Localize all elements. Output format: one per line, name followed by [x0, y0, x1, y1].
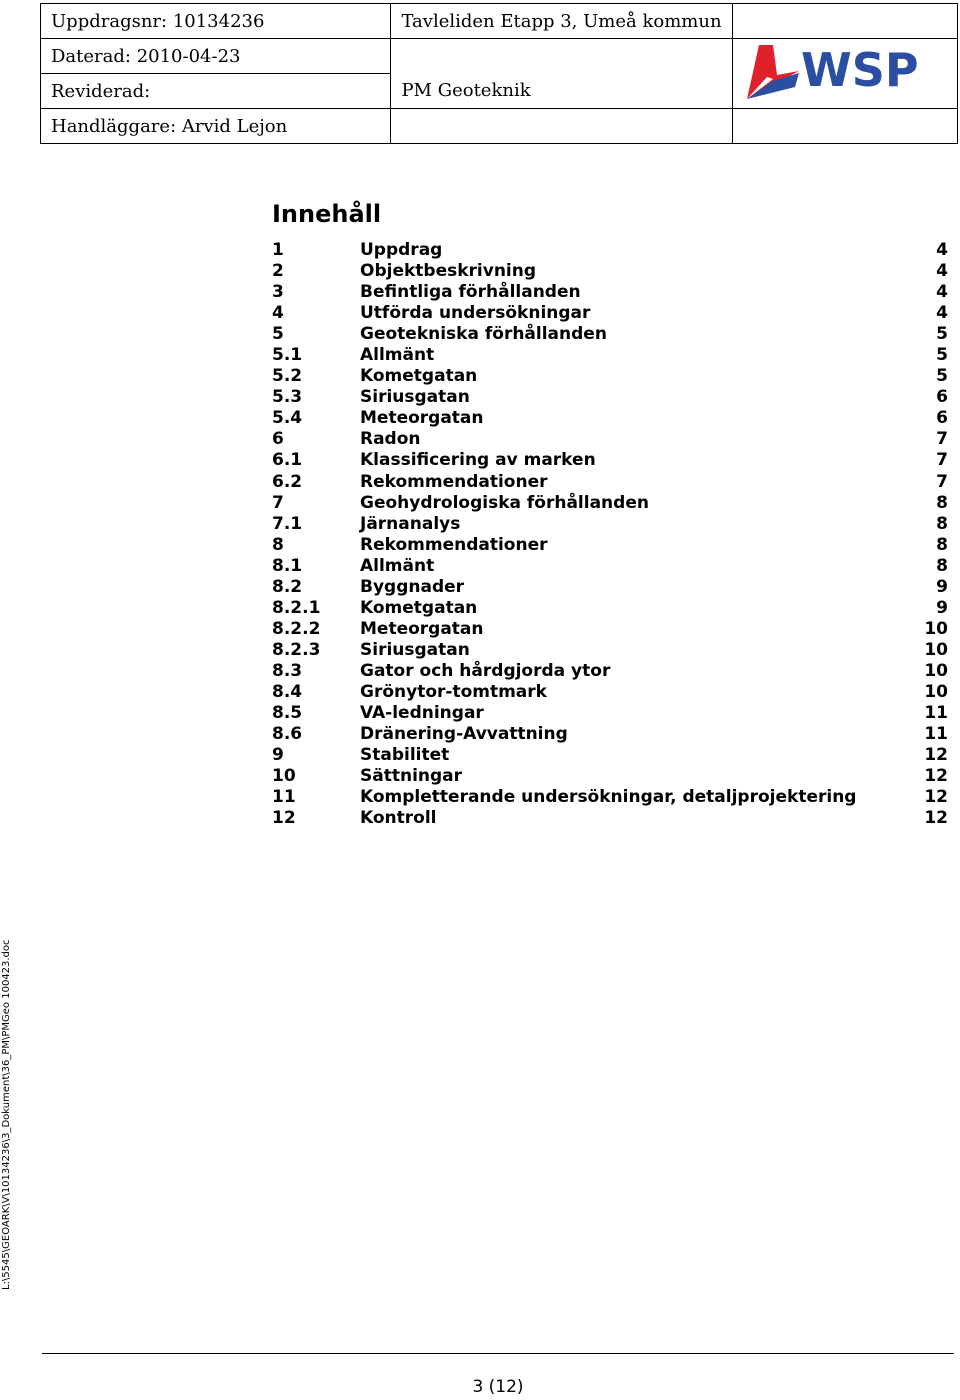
toc-entry-page: 10 — [924, 660, 948, 681]
toc-entry-page: 9 — [936, 597, 948, 618]
revised-field: Reviderad: — [41, 74, 391, 109]
toc-entry[interactable] — [272, 787, 948, 808]
toc-entry[interactable] — [272, 514, 948, 535]
toc-entry[interactable] — [272, 240, 948, 261]
toc-entry-title: Siriusgatan — [360, 639, 470, 660]
toc-entry-number: 8 — [272, 534, 284, 555]
toc-entry-page: 4 — [936, 303, 948, 324]
toc-entry-page: 12 — [924, 808, 948, 829]
toc-entry-number: 5.1 — [272, 345, 303, 366]
toc-entry-number: 8.2.3 — [272, 639, 321, 660]
toc-entry-title: VA-ledningar — [360, 703, 484, 724]
toc-entry-page: 5 — [936, 345, 948, 366]
toc-entry-title: Rekommendationer — [360, 471, 548, 492]
toc-entry-number: 7 — [272, 492, 284, 513]
toc-entry-page: 5 — [936, 324, 948, 345]
handler-field: Handläggare: Arvid Lejon — [41, 109, 391, 144]
toc-entry-number: 10 — [272, 766, 296, 787]
toc-entry-page: 4 — [936, 282, 948, 303]
toc-entry[interactable] — [272, 766, 948, 787]
toc-entry-page: 10 — [924, 681, 948, 702]
toc-entry[interactable] — [272, 598, 948, 619]
toc-entry-number: 8.4 — [272, 681, 303, 702]
toc-entry-title: Uppdrag — [360, 240, 443, 260]
toc-entry[interactable] — [272, 556, 948, 577]
toc-entry[interactable] — [272, 493, 948, 514]
toc-entry-title: Kontroll — [360, 808, 437, 829]
toc-entry-number: 8.1 — [272, 555, 303, 576]
toc-entry[interactable] — [272, 703, 948, 724]
toc-entry[interactable] — [272, 450, 948, 471]
toc-entry-number: 8.2 — [272, 576, 303, 597]
toc-entry-number: 12 — [272, 808, 296, 829]
toc-entry-number: 8.2.2 — [272, 618, 321, 639]
toc-entry-title: Gator och hårdgjorda ytor — [360, 660, 611, 681]
toc-entry-page: 6 — [936, 408, 948, 429]
logo-text: WSP — [800, 43, 919, 97]
toc-entry-title: Allmänt — [360, 345, 435, 366]
toc-entry-page: 10 — [924, 639, 948, 660]
toc-entry-title: Dränering-Avvattning — [360, 724, 568, 745]
toc-entry[interactable] — [272, 366, 948, 387]
toc-entry-number: 8.3 — [272, 660, 303, 681]
toc-entry-number: 3 — [272, 282, 284, 303]
toc-entry-page: 5 — [936, 366, 948, 387]
toc-entry-title: Kometgatan — [360, 597, 478, 618]
toc-entry[interactable] — [272, 577, 948, 598]
toc-entry[interactable] — [272, 261, 948, 282]
toc-entry-number: 5.4 — [272, 408, 303, 429]
footer-rule — [42, 1353, 954, 1354]
page-number: 3 (12) — [472, 1377, 524, 1397]
wsp-logo — [743, 41, 928, 103]
toc-entry[interactable] — [272, 619, 948, 640]
toc-entry-page: 7 — [936, 450, 948, 471]
document-type: PM Geoteknik — [391, 74, 732, 109]
assignment-number: Uppdragsnr: 10134236 — [41, 4, 391, 39]
toc-entry-title: Kompletterande undersökningar, detaljprojektering — [360, 787, 857, 808]
toc-entry-title: Befintliga förhållanden — [360, 282, 581, 303]
date-field: Daterad: 2010-04-23 — [41, 39, 391, 74]
toc-entry-title: Klassificering av marken — [360, 450, 596, 471]
toc-entry[interactable] — [272, 472, 948, 493]
toc-entry-title: Geotekniska förhållanden — [360, 324, 607, 345]
toc-entry-number: 11 — [272, 787, 296, 808]
toc-entry-title: Järnanalys — [360, 513, 461, 534]
toc-entry-title: Rekommendationer — [360, 534, 548, 555]
toc-entry-number: 9 — [272, 745, 284, 766]
project-name: Tavleliden Etapp 3, Umeå kommun — [391, 4, 732, 39]
toc-entry-number: 1 — [272, 240, 284, 260]
toc-entry-number: 8.2.1 — [272, 597, 321, 618]
toc-entry-page: 8 — [936, 492, 948, 513]
toc-entry-page: 6 — [936, 387, 948, 408]
toc-entry-number: 4 — [272, 303, 284, 324]
toc-entry-number: 5.3 — [272, 387, 303, 408]
toc-entry[interactable] — [272, 303, 948, 324]
toc-entry[interactable] — [272, 282, 948, 303]
toc-entry-page: 4 — [936, 240, 948, 260]
toc-entry[interactable] — [272, 324, 948, 345]
toc-entry-page: 9 — [936, 576, 948, 597]
toc-entry-number: 6.2 — [272, 471, 303, 492]
toc-entry[interactable] — [272, 535, 948, 556]
toc-entry-page: 12 — [924, 766, 948, 787]
toc-entry[interactable] — [272, 808, 948, 829]
toc-entry-title: Utförda undersökningar — [360, 303, 591, 324]
toc-entry-number: 6 — [272, 429, 284, 450]
toc-entry-page: 12 — [924, 745, 948, 766]
toc-entry-page: 8 — [936, 555, 948, 576]
toc-entry-page: 12 — [924, 787, 948, 808]
toc-entry-page: 4 — [936, 261, 948, 282]
toc-entry-title: Meteorgatan — [360, 618, 484, 639]
toc-entry-title: Radon — [360, 429, 421, 450]
logo-cell — [732, 39, 957, 109]
document-header — [40, 3, 958, 144]
toc-entry-title: Meteorgatan — [360, 408, 484, 429]
toc-entry-page: 11 — [924, 703, 948, 724]
toc-entry-page: 11 — [924, 724, 948, 745]
file-path: L:\5545\GEOARK\V\10134236\3_Dokument\36_PM\PMGeo 100423.doc — [1, 939, 12, 1290]
toc-entry-page: 7 — [936, 429, 948, 450]
toc-entry[interactable] — [272, 387, 948, 408]
toc-entry-number: 6.1 — [272, 450, 303, 471]
toc-entry[interactable] — [272, 345, 948, 366]
toc-entry-number: 8.6 — [272, 724, 303, 745]
toc-entry[interactable] — [272, 682, 948, 703]
toc-entry-title: Stabilitet — [360, 745, 450, 766]
toc-entry[interactable] — [272, 745, 948, 766]
toc-entry-title: Sättningar — [360, 766, 463, 787]
toc-entry-page: 10 — [924, 618, 948, 639]
toc-entry[interactable] — [272, 408, 948, 429]
toc-entry-number: 5 — [272, 324, 284, 345]
toc-entry-page: 8 — [936, 534, 948, 555]
toc-entry-title: Kometgatan — [360, 366, 478, 387]
table-of-contents — [272, 240, 948, 829]
toc-entry[interactable] — [272, 724, 948, 745]
toc-heading: Innehåll — [272, 200, 382, 228]
toc-entry-title: Geohydrologiska förhållanden — [360, 492, 649, 513]
toc-entry-title: Byggnader — [360, 576, 465, 597]
toc-entry-title: Allmänt — [360, 555, 435, 576]
toc-entry-title: Grönytor-tomtmark — [360, 681, 547, 702]
toc-entry-page: 8 — [936, 513, 948, 534]
toc-entry-number: 8.5 — [272, 703, 303, 724]
toc-entry-number: 2 — [272, 261, 284, 282]
toc-entry-page: 7 — [936, 471, 948, 492]
toc-entry-number: 7.1 — [272, 513, 303, 534]
toc-entry[interactable] — [272, 661, 948, 682]
toc-entry[interactable] — [272, 640, 948, 661]
toc-entry-title: Objektbeskrivning — [360, 261, 537, 282]
toc-entry-title: Siriusgatan — [360, 387, 470, 408]
toc-entry-number: 5.2 — [272, 366, 303, 387]
toc-entry[interactable] — [272, 429, 948, 450]
